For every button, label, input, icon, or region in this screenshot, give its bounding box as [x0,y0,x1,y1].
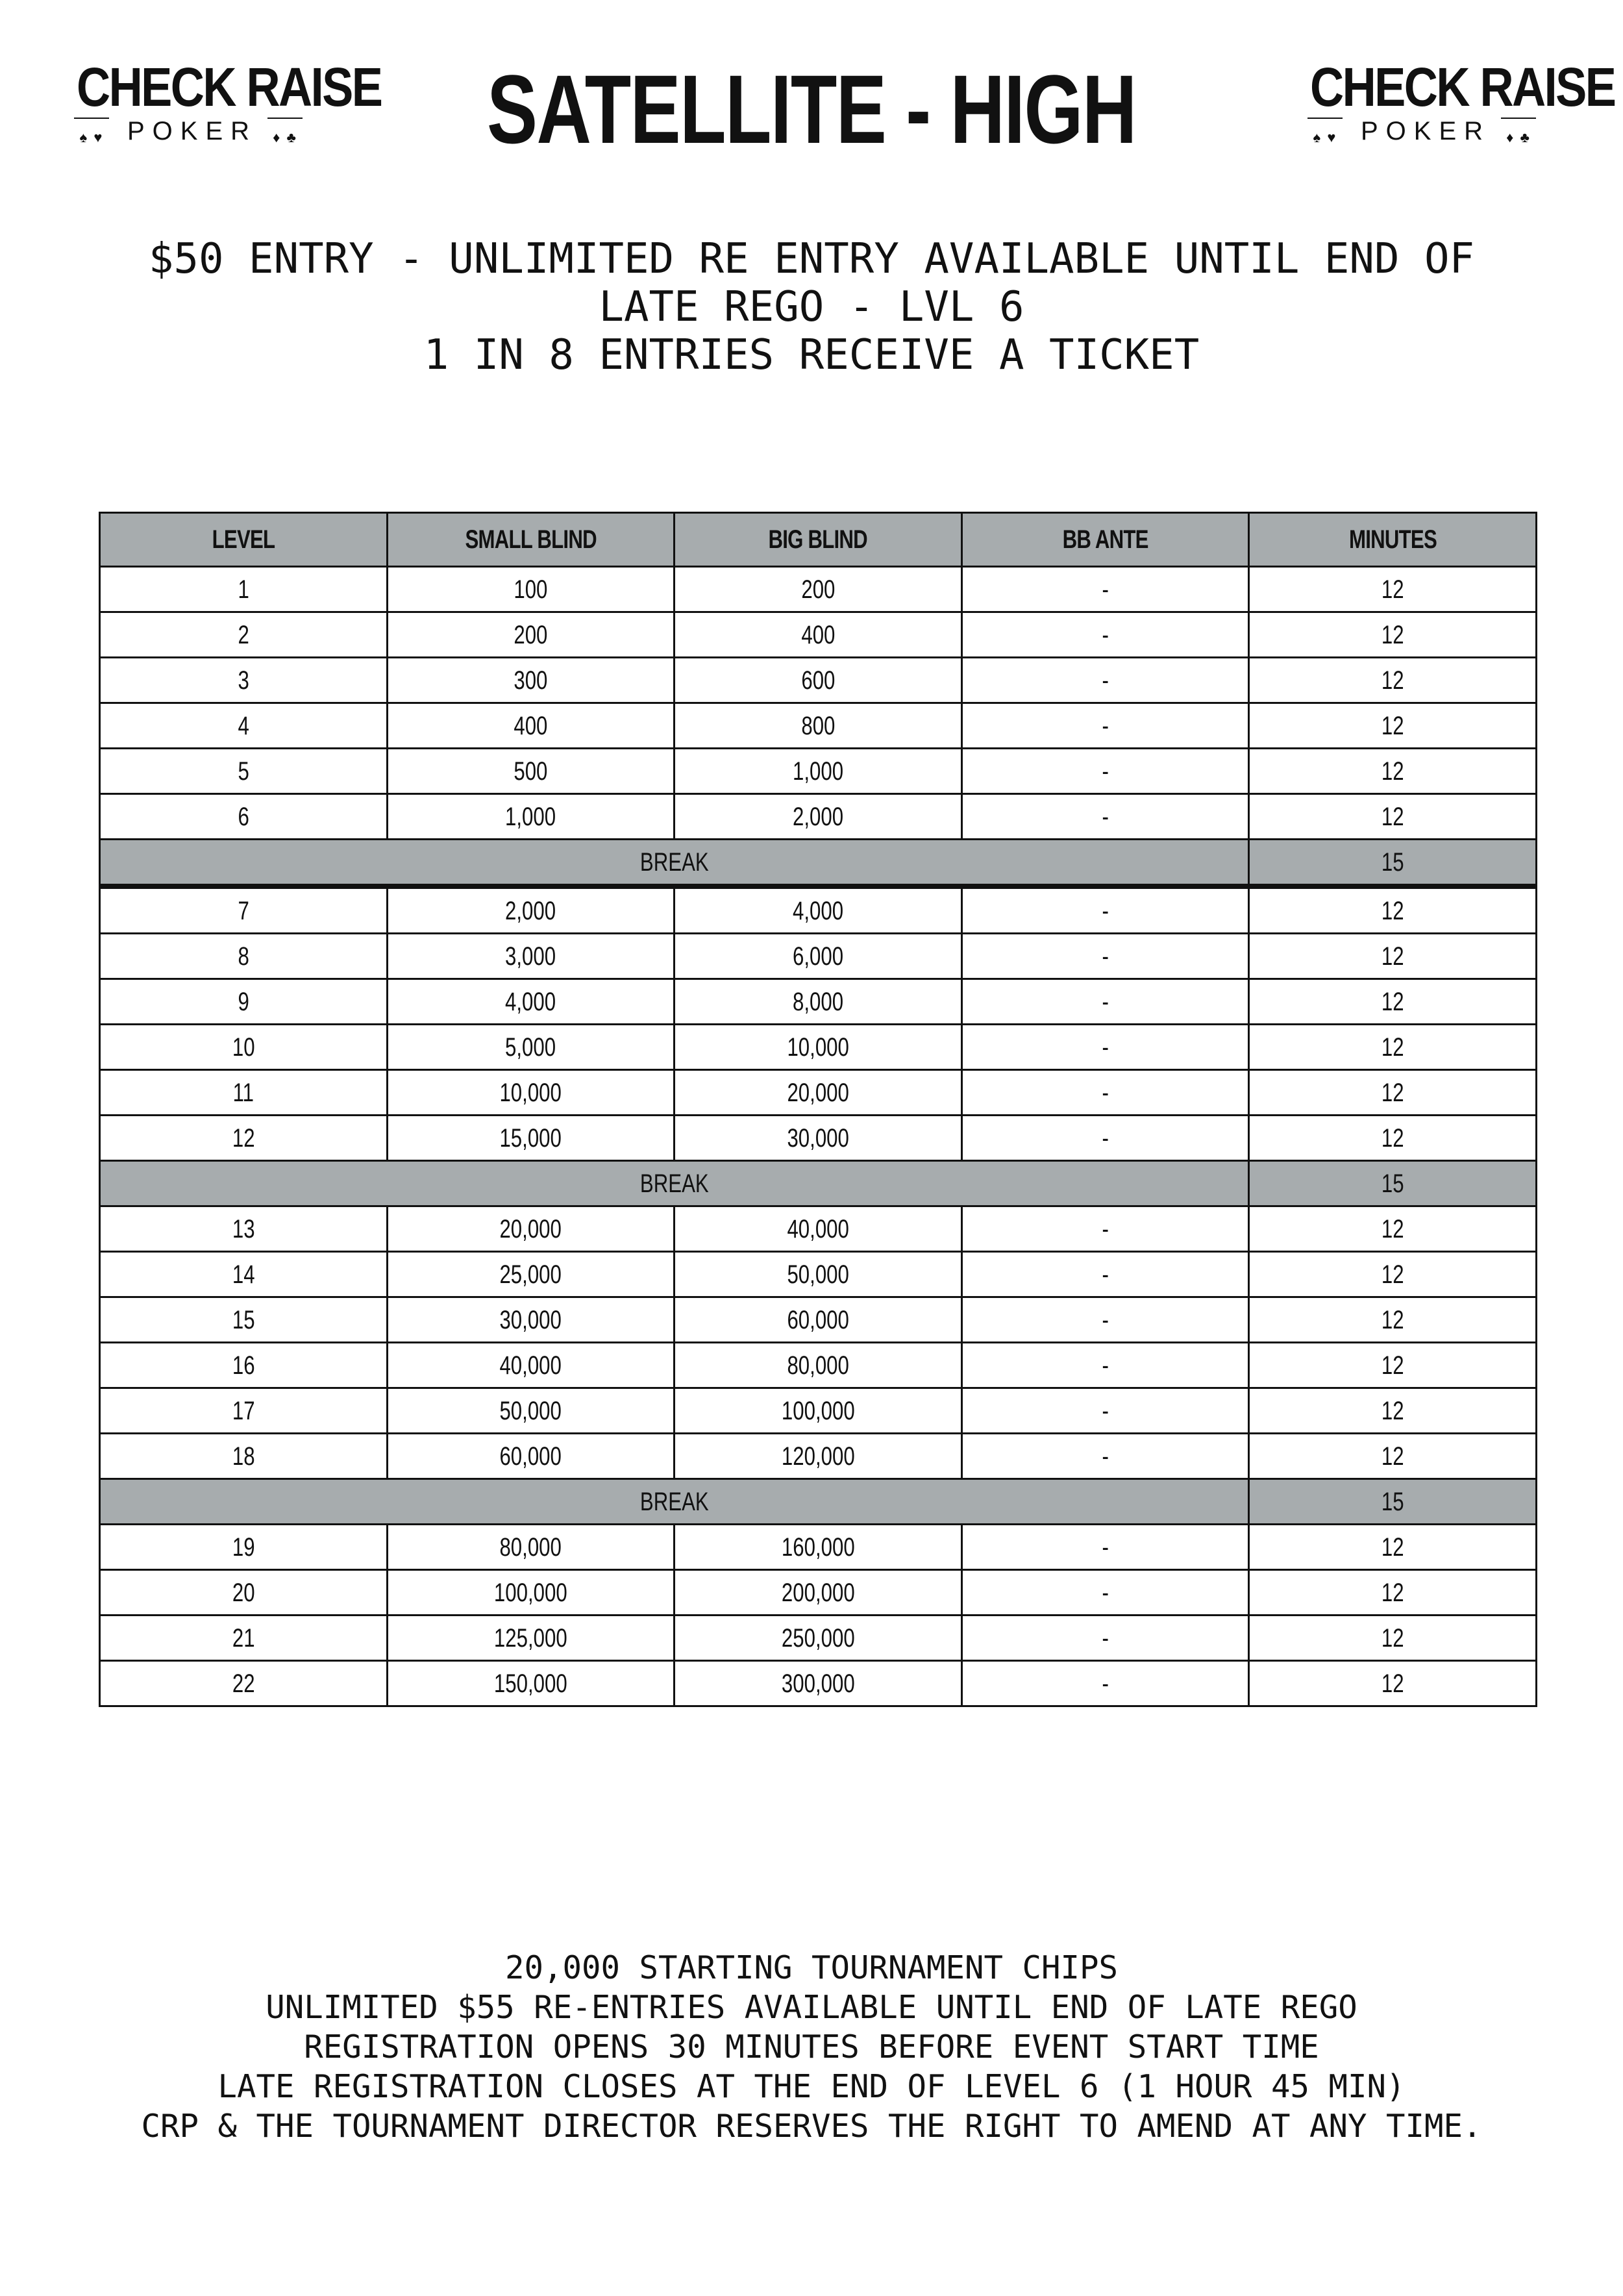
entry-info-line: LATE REGO - LVL 6 [599,283,1024,331]
level-cell: 20 [100,1570,388,1616]
level-cell: 9 [100,979,388,1025]
small-blind-cell: 40,000 [387,1343,675,1388]
level-cell: 6 [100,794,388,840]
page-title-text: SATELLITE - HIGH [487,55,1136,164]
small-blind-cell: 5,000 [387,1025,675,1070]
table-row [100,749,1537,794]
break-label-cell: BREAK [100,840,1249,887]
level-cell: 18 [100,1434,388,1479]
big-blind-cell: 80,000 [675,1343,962,1388]
small-blind-cell: 30,000 [387,1297,675,1343]
big-blind-cell: 4,000 [675,886,962,934]
table-row [100,703,1537,749]
note-line: UNLIMITED $55 RE-ENTRIES AVAILABLE UNTIL END OF LATE REGO [266,1989,1357,2026]
minutes-cell: 12 [1249,1434,1537,1479]
big-blind-cell: 200 [675,567,962,612]
minutes-cell: 12 [1249,658,1537,703]
small-blind-cell: 4,000 [387,979,675,1025]
level-cell: 11 [100,1070,388,1116]
minutes-cell: 12 [1249,1025,1537,1070]
table-row [100,1343,1537,1388]
small-blind-cell: 60,000 [387,1434,675,1479]
big-blind-cell: 1,000 [675,749,962,794]
level-cell: 12 [100,1116,388,1161]
small-blind-cell: 25,000 [387,1252,675,1297]
note-line: LATE REGISTRATION CLOSES AT THE END OF LEVEL 6 (1 HOUR 45 MIN) [217,2068,1406,2105]
minutes-cell: 12 [1249,1388,1537,1434]
small-blind-cell: 125,000 [387,1616,675,1661]
break-row [100,840,1537,887]
level-cell: 21 [100,1616,388,1661]
small-blind-cell: 100,000 [387,1570,675,1616]
minutes-cell: 12 [1249,934,1537,979]
table-row [100,934,1537,979]
bb-ante-cell: - [961,1252,1249,1297]
bb-ante-cell: - [961,1297,1249,1343]
note-line: REGISTRATION OPENS 30 MINUTES BEFORE EVENT START TIME [304,2028,1319,2065]
big-blind-cell: 40,000 [675,1206,962,1252]
bb-ante-cell: - [961,1025,1249,1070]
minutes-cell: 12 [1249,794,1537,840]
table-row [100,979,1537,1025]
bb-ante-cell: - [961,1070,1249,1116]
small-blind-cell: 300 [387,658,675,703]
table-row [100,1116,1537,1161]
suit-icons-left: ♠ ♥ [1313,129,1337,145]
break-label-cell: BREAK [100,1479,1249,1525]
level-cell: 5 [100,749,388,794]
logo-subtitle: POKER [1360,117,1491,145]
bb-ante-cell: - [961,1661,1249,1706]
table-row [100,886,1537,934]
column-header-bb-ante: BB ANTE [961,513,1249,567]
bb-ante-cell: - [961,567,1249,612]
small-blind-cell: 500 [387,749,675,794]
minutes-cell: 12 [1249,1116,1537,1161]
bb-ante-cell: - [961,1525,1249,1570]
entry-info-line: $50 ENTRY - UNLIMITED RE ENTRY AVAILABLE UNTIL END OF [148,235,1475,283]
table-row [100,1252,1537,1297]
small-blind-cell: 50,000 [387,1388,675,1434]
minutes-cell: 12 [1249,1070,1537,1116]
table-row [100,1070,1537,1116]
table-row [100,658,1537,703]
minutes-cell: 12 [1249,1343,1537,1388]
tournament-notes [0,1948,1623,2146]
bb-ante-cell: - [961,1206,1249,1252]
level-cell: 8 [100,934,388,979]
suit-icons-right: ♦ ♣ [1506,129,1531,145]
suit-icons-left: ♠ ♥ [79,129,104,145]
big-blind-cell: 200,000 [675,1570,962,1616]
bb-ante-cell: - [961,658,1249,703]
break-row [100,1161,1537,1206]
big-blind-cell: 120,000 [675,1434,962,1479]
big-blind-cell: 600 [675,658,962,703]
small-blind-cell: 3,000 [387,934,675,979]
bb-ante-cell: - [961,934,1249,979]
big-blind-cell: 160,000 [675,1525,962,1570]
table-row [100,1434,1537,1479]
minutes-cell: 12 [1249,1661,1537,1706]
table-row [100,1388,1537,1434]
table-row [100,1025,1537,1070]
bb-ante-cell: - [961,703,1249,749]
table-row [100,1297,1537,1343]
table-row [100,1661,1537,1706]
page-title [0,55,1623,164]
big-blind-cell: 100,000 [675,1388,962,1434]
table-row [100,794,1537,840]
level-cell: 22 [100,1661,388,1706]
column-header-big-blind: BIG BLIND [675,513,962,567]
small-blind-cell: 150,000 [387,1661,675,1706]
bb-ante-cell: - [961,1434,1249,1479]
column-header-level: LEVEL [100,513,388,567]
level-cell: 10 [100,1025,388,1070]
big-blind-cell: 50,000 [675,1252,962,1297]
bb-ante-cell: - [961,1616,1249,1661]
bb-ante-cell: - [961,794,1249,840]
level-cell: 4 [100,703,388,749]
small-blind-cell: 2,000 [387,886,675,934]
bb-ante-cell: - [961,886,1249,934]
logo-wordmark: CHECK RAISE [1310,56,1615,118]
small-blind-cell: 200 [387,612,675,658]
suit-icons-right: ♦ ♣ [273,129,297,145]
big-blind-cell: 400 [675,612,962,658]
minutes-cell: 12 [1249,749,1537,794]
big-blind-cell: 8,000 [675,979,962,1025]
table-row [100,1206,1537,1252]
table-row [100,1616,1537,1661]
level-cell: 14 [100,1252,388,1297]
entry-info [0,235,1623,379]
small-blind-cell: 15,000 [387,1116,675,1161]
level-cell: 13 [100,1206,388,1252]
small-blind-cell: 20,000 [387,1206,675,1252]
bb-ante-cell: - [961,1343,1249,1388]
small-blind-cell: 80,000 [387,1525,675,1570]
break-row [100,1479,1537,1525]
level-cell: 17 [100,1388,388,1434]
level-cell: 1 [100,567,388,612]
minutes-cell: 12 [1249,1570,1537,1616]
break-label-cell: BREAK [100,1161,1249,1206]
table-row [100,1570,1537,1616]
column-header-small-blind: SMALL BLIND [387,513,675,567]
table-row [100,1525,1537,1570]
break-minutes-cell: 15 [1249,840,1537,887]
small-blind-cell: 10,000 [387,1070,675,1116]
break-minutes-cell: 15 [1249,1479,1537,1525]
level-cell: 7 [100,886,388,934]
column-header-minutes: MINUTES [1249,513,1537,567]
level-cell: 2 [100,612,388,658]
bb-ante-cell: - [961,749,1249,794]
bb-ante-cell: - [961,1116,1249,1161]
big-blind-cell: 20,000 [675,1070,962,1116]
minutes-cell: 12 [1249,979,1537,1025]
level-cell: 19 [100,1525,388,1570]
logo-subtitle: POKER [127,117,258,145]
logo-wordmark: CHECK RAISE [77,56,382,118]
table-row [100,612,1537,658]
minutes-cell: 12 [1249,1206,1537,1252]
small-blind-cell: 100 [387,567,675,612]
minutes-cell: 12 [1249,886,1537,934]
bb-ante-cell: - [961,612,1249,658]
big-blind-cell: 800 [675,703,962,749]
table-body [100,567,1537,1706]
bb-ante-cell: - [961,979,1249,1025]
minutes-cell: 12 [1249,1297,1537,1343]
level-cell: 3 [100,658,388,703]
big-blind-cell: 60,000 [675,1297,962,1343]
small-blind-cell: 1,000 [387,794,675,840]
note-line: 20,000 STARTING TOURNAMENT CHIPS [504,1949,1118,1986]
table-row [100,567,1537,612]
minutes-cell: 12 [1249,703,1537,749]
note-line: CRP & THE TOURNAMENT DIRECTOR RESERVES THE RIGHT TO AMEND AT ANY TIME. [141,2108,1482,2145]
minutes-cell: 12 [1249,567,1537,612]
minutes-cell: 12 [1249,1525,1537,1570]
break-minutes-cell: 15 [1249,1161,1537,1206]
big-blind-cell: 6,000 [675,934,962,979]
big-blind-cell: 10,000 [675,1025,962,1070]
big-blind-cell: 30,000 [675,1116,962,1161]
big-blind-cell: 300,000 [675,1661,962,1706]
table-header-row [100,513,1537,567]
big-blind-cell: 250,000 [675,1616,962,1661]
minutes-cell: 12 [1249,1252,1537,1297]
blind-structure-table [99,512,1537,1707]
bb-ante-cell: - [961,1570,1249,1616]
level-cell: 16 [100,1343,388,1388]
level-cell: 15 [100,1297,388,1343]
minutes-cell: 12 [1249,1616,1537,1661]
entry-info-line: 1 IN 8 ENTRIES RECEIVE A TICKET [423,331,1200,379]
bb-ante-cell: - [961,1388,1249,1434]
minutes-cell: 12 [1249,612,1537,658]
small-blind-cell: 400 [387,703,675,749]
big-blind-cell: 2,000 [675,794,962,840]
